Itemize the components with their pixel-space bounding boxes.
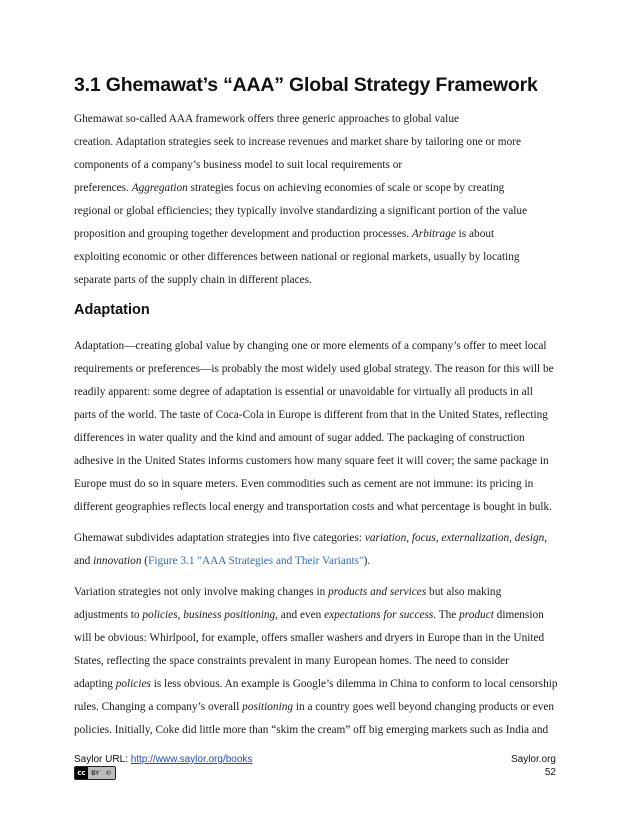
by-icon: BY: [91, 769, 100, 777]
footer-org: Saylor.org: [510, 754, 556, 765]
creative-commons-badge: [74, 766, 116, 780]
nc-sa-icon: ©: [105, 769, 112, 777]
text-run: ).: [363, 555, 371, 567]
text-run: Ghemawat subdivides adaptation strategies into five categories:: [74, 532, 365, 544]
cc-by-nc-sa-icon: [88, 767, 115, 779]
intro-line-2: creation. Adaptation strategies seek to increase revenues and market share by tailoring one or more: [74, 136, 521, 148]
adaptation-line-2: requirements or preferences—is probably the most widely used global strategy. The reason for this will be: [74, 363, 554, 375]
intro-line-7: exploiting economic or other differences between national or regional markets, usually by locating: [74, 251, 520, 263]
policies-term: policies: [115, 678, 151, 690]
categories-terms: variation, focus, externalization, design: [364, 532, 545, 544]
text-run: preferences.: [74, 182, 132, 194]
text-run: in a country goes well beyond changing products or even: [293, 701, 555, 713]
text-run: but also making: [426, 586, 502, 598]
variation-line-4: States, reflecting the space constraints prevalent in many European homes. The need to consider: [74, 655, 509, 667]
products-services-term: products and services: [328, 586, 427, 598]
footer-url-label: Saylor URL:: [74, 754, 131, 765]
text-run: dimension: [493, 609, 544, 621]
text-run: , and even: [275, 609, 325, 621]
adaptation-line-7: Europe must do so in square meters. Even commodities such as cement are not immune: its pricing in: [74, 478, 534, 490]
section-heading: 3.1 Ghemawat’s “AAA” Global Strategy Framework: [74, 74, 538, 96]
intro-line-4: [74, 182, 504, 194]
policies-positioning-term: policies, business positioning: [142, 609, 276, 621]
cc-icon: cc: [75, 767, 88, 779]
text-run: rules. Changing a company’s overall: [74, 701, 243, 713]
categories-line-1: [74, 532, 547, 544]
figure-link[interactable]: Figure 3.1 "AAA Strategies and Their Variants": [148, 555, 364, 567]
adaptation-line-6: adhesive in the United States informs customers how many square feet it will cover; the same package in: [74, 455, 549, 467]
adaptation-line-4: parts of the world. The taste of Coca-Cola in Europe is different from that in the United States, reflecting: [74, 409, 548, 421]
text-run: Variation strategies not only involve making changes in: [74, 586, 329, 598]
variation-line-6: [74, 701, 554, 713]
text-run: . The: [433, 609, 460, 621]
text-run: adapting: [74, 678, 116, 690]
aggregation-term: Aggregation: [131, 182, 188, 194]
variation-line-2: [74, 609, 544, 621]
text-run: adjustments to: [74, 609, 143, 621]
adaptation-line-1: Adaptation—creating global value by changing one or more elements of a company’s offer to meet local: [74, 340, 547, 352]
variation-line-7: policies. Initially, Coke did little more than “skim the cream” off big emerging markets such as India and: [74, 724, 549, 736]
text-run: (: [141, 555, 149, 567]
text-run: proposition and grouping together development and production processes.: [74, 228, 412, 240]
text-run: is less obvious. An example is Google’s dilemma in China to conform to local censorship: [150, 678, 558, 690]
intro-line-5: regional or global efficiencies; they typically involve standardizing a significant portion of the value: [74, 205, 528, 217]
subsection-heading: Adaptation: [74, 302, 150, 318]
footer-url: [74, 754, 252, 765]
adaptation-line-3: readily apparent: some degree of adaptation is essential or unavoidable for virtually all products in all: [74, 386, 533, 398]
text-run: is about: [455, 228, 495, 240]
intro-line-8: separate parts of the supply chain in different places.: [74, 274, 312, 286]
text-run: and: [74, 555, 94, 567]
adaptation-line-8: different geographies reflects local energy and transportation costs and what percentage is bought in bulk.: [74, 501, 552, 513]
arbitrage-term: Arbitrage: [411, 228, 456, 240]
adaptation-line-5: differences in water quality and the kind and amount of sugar added. The packaging of construction: [74, 432, 525, 444]
text-run: ,: [544, 532, 548, 544]
intro-line-3: components of a company’s business model to suit local requirements or: [74, 159, 403, 171]
variation-line-5: [74, 678, 558, 690]
categories-line-2: [74, 555, 370, 567]
expectations-term: expectations for success: [324, 609, 434, 621]
variation-line-3: will be obvious: Whirlpool, for example, offers smaller washers and dryers in Europe than in the United: [74, 632, 545, 644]
variation-line-1: [74, 586, 501, 598]
positioning-term: positioning: [242, 701, 294, 713]
product-term: product: [459, 609, 494, 621]
saylor-books-link[interactable]: http://www.saylor.org/books: [130, 754, 253, 765]
intro-line-1: Ghemawat so-called AAA framework offers three generic approaches to global value: [74, 113, 459, 125]
innovation-term: innovation: [93, 555, 142, 567]
text-run: strategies focus on achieving economies of scale or scope by creating: [187, 182, 505, 194]
page-number: 52: [544, 767, 556, 778]
intro-line-6: [74, 228, 494, 240]
